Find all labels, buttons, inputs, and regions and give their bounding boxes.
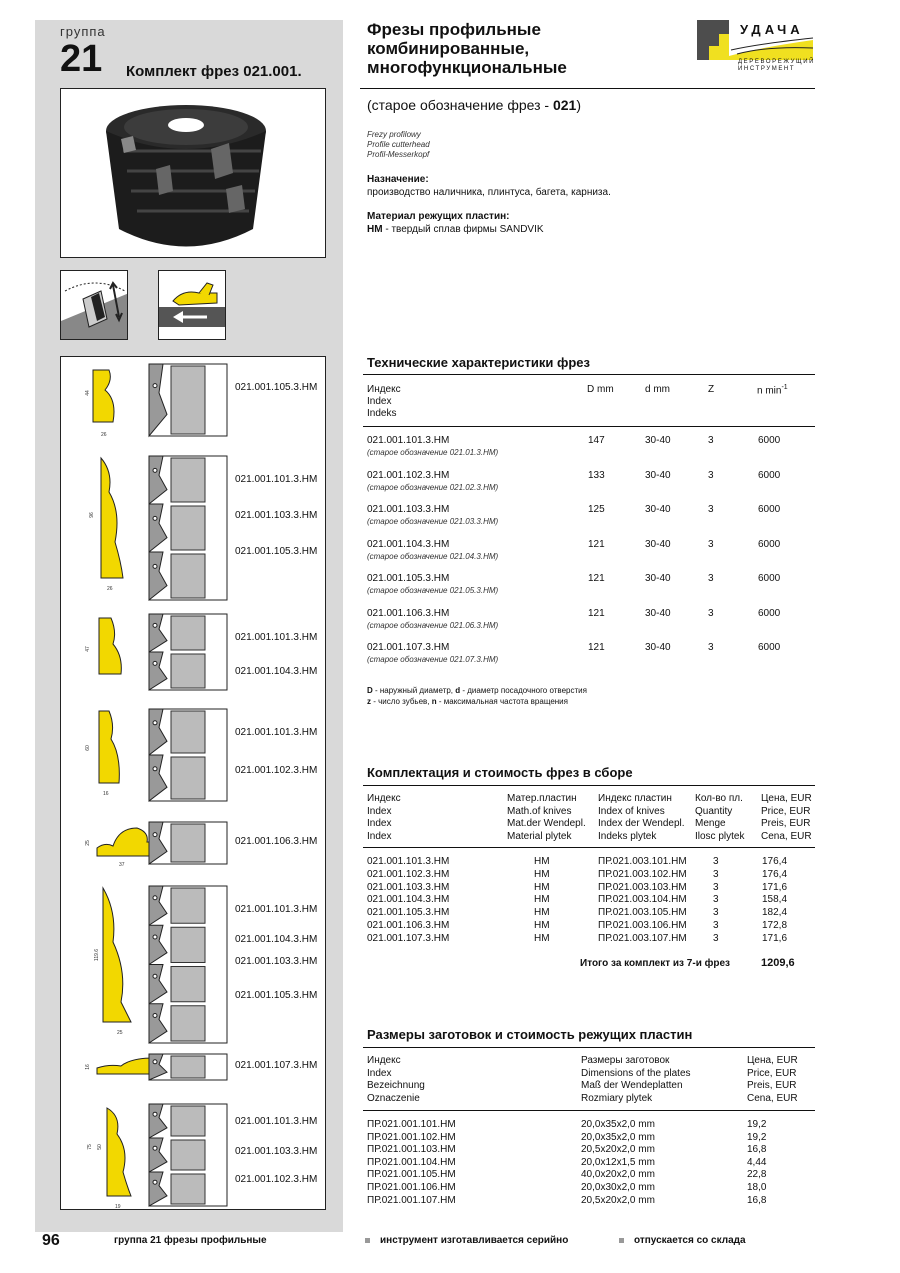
page-title (367, 20, 667, 77)
tech-cell-old-index: (старое обозначение 021.02.3.HM) (367, 482, 499, 492)
blanks-cell-index: ПР.021.001.103.HM (367, 1144, 456, 1156)
bullet-icon (619, 1238, 624, 1243)
tech-cell-old-index: (старое обозначение 021.06.3.HM) (367, 620, 499, 630)
screw-hole (153, 384, 157, 388)
logo-subtitle: ДЕРЕВОРЕЖУЩИЙ ИНСТРУМЕНТ (738, 59, 816, 72)
tech-cell-D: 121 (588, 538, 605, 550)
dimension-label: 26 (101, 432, 107, 438)
tech-cell-z: 3 (708, 469, 714, 481)
tech-rule-top (363, 374, 815, 375)
dimension-label: 16 (103, 791, 109, 797)
tech-cell-z: 3 (708, 435, 714, 446)
cutter-hatch (171, 888, 205, 923)
profile-cutter-label: 021.001.103.3.HM (235, 956, 318, 967)
cutter-hatch (171, 616, 205, 650)
dimension-label: 44 (84, 390, 91, 396)
kit-title: Комплект фрез 021.001. (126, 63, 302, 80)
tech-cell-old-index: (старое обозначение 021.03.3.HM) (367, 517, 499, 526)
profile-shape (103, 888, 131, 1022)
cutter-hatch (171, 1006, 205, 1041)
profile-cutter-label: 021.001.101.3.HM (235, 474, 318, 485)
tech-cell-z: 3 (708, 504, 714, 515)
dimension-label: 47 (84, 646, 91, 652)
tech-section-title: Технические характеристики фрез (367, 355, 590, 370)
kit-section-title: Комплектация и стоимость фрез в сборе (367, 765, 633, 780)
kit-cell-qty: 3 (713, 907, 719, 919)
profile-drawing (61, 705, 231, 805)
cutter-hatch (171, 1140, 205, 1170)
cutter-hatch (171, 824, 205, 862)
kit-rule-top (363, 785, 815, 786)
tech-head-z: Z (708, 384, 715, 395)
tech-cell-index: 021.001.101.3.HM (367, 435, 450, 446)
tech-cell-n: 6000 (758, 435, 781, 446)
tech-note-1: D - наружный диаметр, d - диаметр посадочного отверстия (367, 686, 587, 695)
kit-cell-qty: 3 (713, 868, 719, 880)
screw-hole (153, 974, 157, 978)
tech-cell-n: 6000 (758, 469, 781, 481)
profile-drawing (61, 452, 231, 604)
kit-cell-knife: ПР.021.003.101.HM (598, 856, 687, 867)
tech-head-D: D mm (587, 384, 614, 395)
profile-cutter-label: 021.001.106.3.HM (235, 836, 318, 847)
profile-cutter-label: 021.001.105.3.HM (235, 990, 318, 1001)
profile-cutter-label: 021.001.103.3.HM (235, 1146, 318, 1157)
cutter-hatch (171, 711, 205, 753)
profile-drawing (61, 882, 231, 1047)
cutter-hatch (171, 654, 205, 688)
tech-cell-old-index: (старое обозначение 021.05.3.HM) (367, 586, 499, 595)
blanks-cell-price: 18,0 (747, 1182, 767, 1193)
kit-cell-price: 158,4 (762, 894, 788, 906)
kit-head-knife: Индекс пластин Index of knives Index der Wendepl. Indeks plytek (598, 793, 685, 842)
profile-shape (99, 618, 121, 674)
kit-cell-price: 172,8 (762, 920, 788, 931)
dimension-label: 60 (84, 745, 91, 751)
profile-cutter-label: 021.001.103.3.HM (235, 510, 318, 521)
tech-cell-old-index: (старое обозначение 021.01.3.HM) (367, 448, 499, 457)
kit-cell-material: HM (534, 856, 550, 867)
tech-cell-D: 147 (588, 435, 605, 446)
dimension-label: 96 (88, 512, 95, 518)
tech-cell-D: 133 (588, 469, 605, 481)
blanks-head-size: Размеры заготовок Dimensions of the plates Maß der Wendeplatten Rozmiary plytek (581, 1055, 691, 1104)
tech-cell-d: 30-40 (645, 504, 671, 515)
screw-hole (153, 564, 157, 568)
cutter-hatch (171, 554, 205, 598)
screw-hole (153, 1146, 157, 1150)
header-rule (360, 88, 815, 89)
tech-cell-D: 121 (588, 607, 605, 619)
tech-cell-n: 6000 (758, 538, 781, 550)
tech-cell-z: 3 (708, 642, 714, 653)
blanks-cell-index: ПР.021.001.106.HM (367, 1182, 456, 1193)
screw-hole (153, 767, 157, 771)
material-text: HM - твердый сплав фирмы SANDVIK (367, 224, 544, 235)
dimension-label: 37 (119, 862, 125, 868)
cutter-hatch (171, 1174, 205, 1204)
kit-cell-material: HM (534, 932, 550, 944)
profile-drawing (61, 1100, 231, 1210)
tech-note-2: z - число зубьев, n - максимальная частота вращения (367, 697, 568, 706)
screw-hole (153, 1112, 157, 1116)
blanks-cell-index: ПР.021.001.107.HM (367, 1194, 456, 1206)
page-number: 96 (42, 1232, 60, 1249)
blanks-rule-head (363, 1110, 815, 1111)
kit-cell-price: 171,6 (762, 881, 788, 893)
tech-cell-d: 30-40 (645, 607, 671, 619)
group-label: группа (60, 24, 106, 39)
tech-cell-D: 121 (588, 573, 605, 584)
profile-drawing (61, 360, 231, 440)
profile-cutter-label: 021.001.104.3.HM (235, 666, 318, 677)
profile-shape (107, 1108, 131, 1196)
tech-cell-d: 30-40 (645, 469, 671, 481)
tech-cell-z: 3 (708, 607, 714, 619)
tech-cell-index: 021.001.106.3.HM (367, 607, 450, 619)
kit-cell-knife: ПР.021.003.102.HM (598, 868, 687, 880)
tech-cell-D: 125 (588, 504, 605, 515)
tech-cell-old-index: (старое обозначение 021.04.3.HM) (367, 551, 499, 561)
dimension-label: 75 (86, 1144, 93, 1150)
kit-cell-index: 021.001.103.3.HM (367, 881, 450, 893)
cutter-hatch (171, 458, 205, 502)
tech-cell-d: 30-40 (645, 573, 671, 584)
blanks-head-index: Индекс Index Bezeichnung Oznaczenie (367, 1055, 425, 1104)
blanks-section-title: Размеры заготовок и стоимость режущих пластин (367, 1027, 693, 1042)
logo-name: УДАЧА (740, 22, 804, 37)
kit-cell-knife: ПР.021.003.106.HM (598, 920, 687, 931)
blanks-cell-index: ПР.021.001.104.HM (367, 1156, 456, 1168)
dimension-label: 26 (107, 586, 113, 592)
tech-cell-index: 021.001.104.3.HM (367, 538, 450, 550)
profile-shape (101, 458, 123, 578)
screw-hole (153, 721, 157, 725)
footer-serial-text: инструмент изготавливается серийно (380, 1235, 569, 1246)
kit-cell-index: 021.001.107.3.HM (367, 932, 450, 944)
kit-cell-qty: 3 (713, 881, 719, 893)
cutter-hatch (171, 1106, 205, 1136)
blanks-rule-top (363, 1047, 815, 1048)
profile-shape (93, 370, 114, 422)
profile-cutter-label: 021.001.105.3.HM (235, 382, 318, 393)
cutter-hatch (171, 927, 205, 962)
tech-cell-index: 021.001.105.3.HM (367, 573, 450, 584)
cutter-hatch (171, 366, 205, 434)
kit-cell-index: 021.001.106.3.HM (367, 920, 450, 931)
feed-direction-icon (60, 270, 128, 340)
kit-cell-material: HM (534, 881, 550, 893)
title-line: многофункциональные (367, 58, 567, 77)
profile-cutter-label: 021.001.104.3.HM (235, 934, 318, 945)
blanks-cell-price: 16,8 (747, 1194, 767, 1206)
old-designation: (старое обозначение фрез - 021) (367, 97, 581, 113)
cutter-hatch (171, 967, 205, 1002)
tech-cell-n: 6000 (758, 504, 781, 515)
kit-cell-qty: 3 (713, 894, 719, 906)
tech-cell-d: 30-40 (645, 538, 671, 550)
profile-shape (97, 1058, 153, 1074)
kit-total-value: 1209,6 (761, 957, 795, 969)
group-number: 21 (60, 38, 103, 80)
tech-cell-n: 6000 (758, 573, 781, 584)
blanks-cell-size: 20,0x12x1,5 mm (581, 1156, 655, 1168)
blanks-cell-size: 40,0x20x2,0 mm (581, 1169, 655, 1181)
kit-cell-index: 021.001.102.3.HM (367, 868, 450, 880)
screw-hole (153, 1014, 157, 1018)
tech-cell-D: 121 (588, 642, 605, 653)
kit-head-index: Индекс Index Index Index (367, 793, 401, 842)
tech-rule-head (363, 426, 815, 427)
blanks-cell-size: 20,0x35x2,0 mm (581, 1119, 655, 1130)
kit-cell-knife: ПР.021.003.107.HM (598, 932, 687, 944)
tech-cell-old-index: (старое обозначение 021.07.3.HM) (367, 655, 499, 664)
tech-cell-z: 3 (708, 573, 714, 584)
profile-cutter-label: 021.001.101.3.HM (235, 1116, 318, 1127)
profile-cutter-label: 021.001.101.3.HM (235, 727, 318, 738)
blanks-cell-index: ПР.021.001.105.HM (367, 1169, 456, 1181)
screw-hole (153, 468, 157, 472)
dimension-label: 119.6 (94, 948, 101, 962)
screw-hole (153, 935, 157, 939)
kit-cell-knife: ПР.021.003.103.HM (598, 881, 687, 893)
kit-cell-price: 182,4 (762, 907, 788, 919)
kit-total-label: Итого за комплект из 7-и фрез (580, 958, 731, 969)
footer-group-text: группа 21 фрезы профильные (114, 1235, 267, 1246)
tech-cell-z: 3 (708, 538, 714, 550)
screw-hole (153, 833, 157, 837)
kit-cell-qty: 3 (713, 856, 719, 867)
profile-cutter-label: 021.001.102.3.HM (235, 1174, 318, 1185)
kit-head-qty: Кол-во пл. Quantity Menge Ilosc plytek (695, 793, 745, 842)
kit-cell-index: 021.001.104.3.HM (367, 894, 450, 906)
dimension-label: 50 (96, 1144, 103, 1150)
profile-drawing (61, 610, 231, 694)
kit-cell-knife: ПР.021.003.104.HM (598, 894, 687, 906)
screw-hole (153, 623, 157, 627)
hand-feed-icon (158, 270, 226, 340)
kit-cell-knife: ПР.021.003.105.HM (598, 907, 687, 919)
dimension-label: 25 (84, 840, 91, 846)
screw-hole (153, 1060, 157, 1064)
blanks-cell-price: 19,2 (747, 1119, 767, 1130)
material-heading: Материал режущих пластин: (367, 211, 510, 222)
screw-hole (153, 516, 157, 520)
screw-hole (153, 1180, 157, 1184)
blanks-cell-price: 4,44 (747, 1156, 767, 1168)
tech-cell-d: 30-40 (645, 435, 671, 446)
kit-cell-material: HM (534, 907, 550, 919)
blanks-cell-price: 19,2 (747, 1131, 767, 1143)
kit-cell-index: 021.001.105.3.HM (367, 907, 450, 919)
tech-cell-n: 6000 (758, 607, 781, 619)
tech-head-d: d mm (645, 384, 670, 395)
purpose-heading: Назначение: (367, 174, 429, 185)
kit-cell-material: HM (534, 868, 550, 880)
kit-cell-material: HM (534, 920, 550, 931)
cutter-photo (60, 88, 326, 258)
title-line: комбинированные, (367, 39, 530, 58)
cutter-hatch (171, 506, 205, 550)
cutter-hatch (171, 757, 205, 799)
profile-cutter-label: 021.001.107.3.HM (235, 1060, 318, 1071)
tech-cell-index: 021.001.102.3.HM (367, 469, 450, 481)
dimension-label: 16 (84, 1064, 91, 1070)
tech-head-index: Индекс Index Indeks (367, 384, 401, 419)
kit-cell-price: 171,6 (762, 932, 788, 944)
kit-head-price: Цена, EUR Price, EUR Preis, EUR Cena, EUR (761, 793, 812, 842)
blanks-cell-index: ПР.021.001.102.HM (367, 1131, 456, 1143)
kit-cell-index: 021.001.101.3.HM (367, 856, 450, 867)
kit-head-material: Матер.пластин Math.of knives Mat.der Wendepl. Material plytek (507, 793, 586, 842)
kit-cell-material: HM (534, 894, 550, 906)
blanks-cell-index: ПР.021.001.101.HM (367, 1119, 456, 1130)
screw-hole (153, 661, 157, 665)
screw-hole (153, 896, 157, 900)
tech-cell-d: 30-40 (645, 642, 671, 653)
kit-rule-head (363, 847, 815, 848)
footer-stock-text: отпускается со склада (634, 1235, 746, 1246)
profile-cutter-label: 021.001.101.3.HM (235, 632, 318, 643)
kit-cell-qty: 3 (713, 920, 719, 931)
blanks-cell-price: 22,8 (747, 1169, 767, 1181)
kit-cell-price: 176,4 (762, 868, 788, 880)
tech-head-n: n $\min^{-1}$ (757, 384, 788, 397)
dimension-label: 19 (115, 1204, 121, 1210)
title-line: Фрезы профильные (367, 20, 541, 39)
blanks-cell-size: 20,0x30x2,0 mm (581, 1182, 655, 1193)
tech-cell-index: 021.001.107.3.HM (367, 642, 450, 653)
blanks-cell-price: 16,8 (747, 1144, 767, 1156)
profile-shape (99, 711, 119, 783)
cutter-hatch (171, 1056, 205, 1078)
kit-cell-qty: 3 (713, 932, 719, 944)
blanks-cell-size: 20,5x20x2,0 mm (581, 1144, 655, 1156)
tech-cell-n: 6000 (758, 642, 781, 653)
blanks-cell-size: 20,5x20x2,0 mm (581, 1194, 655, 1206)
dimension-label: 25 (117, 1030, 123, 1036)
profile-cutter-label: 021.001.101.3.HM (235, 904, 318, 915)
blanks-head-price: Цена, EUR Price, EUR Preis, EUR Cena, EUR (747, 1055, 798, 1104)
kit-cell-price: 176,4 (762, 856, 788, 867)
purpose-text: производство наличника, плинтуса, багета, карниза. (367, 187, 611, 198)
blanks-cell-size: 20,0x35x2,0 mm (581, 1131, 655, 1143)
profile-shape (97, 828, 153, 856)
profile-cutter-label: 021.001.102.3.HM (235, 765, 318, 776)
bullet-icon (365, 1238, 370, 1243)
language-names: Frezy profilowy Profile cutterhead Profil-Messerkopf (367, 130, 430, 159)
tech-cell-index: 021.001.103.3.HM (367, 504, 450, 515)
profile-cutter-label: 021.001.105.3.HM (235, 546, 318, 557)
